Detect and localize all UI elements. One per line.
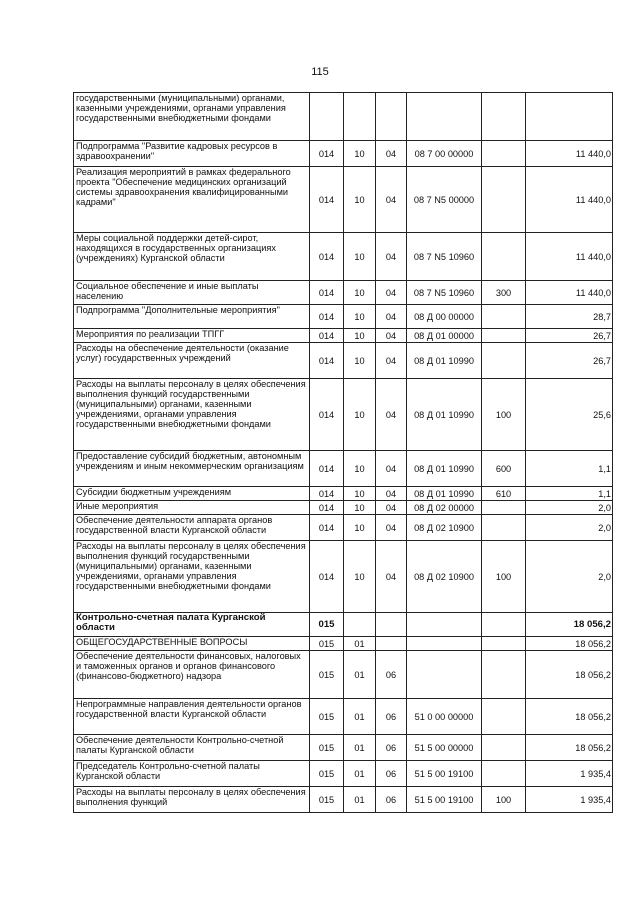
target-article-cell <box>407 613 482 637</box>
table-row <box>74 343 613 379</box>
expense-type-cell: 600 <box>482 451 526 487</box>
subsection-code-cell: 04 <box>376 343 407 379</box>
target-article-cell: 08 7 00 00000 <box>407 141 482 167</box>
subsection-code-cell: 04 <box>376 515 407 541</box>
section-code-cell: 10 <box>344 343 376 379</box>
row-name-cell: Обеспечение деятельности Контрольно-счетной палаты Курганской области <box>74 735 310 761</box>
subsection-code-cell: 04 <box>376 451 407 487</box>
subsection-code-cell: 04 <box>376 141 407 167</box>
amount-cell: 11 440,0 <box>526 141 613 167</box>
amount-cell: 11 440,0 <box>526 281 613 305</box>
expense-type-cell <box>482 515 526 541</box>
table-row <box>74 699 613 735</box>
amount-cell: 18 056,2 <box>526 613 613 637</box>
row-name-cell: государственными (муниципальными) органами, казенными учреждениями, органами управления государственными внебюджетными фондами <box>74 93 310 141</box>
expense-type-cell <box>482 699 526 735</box>
target-article-cell <box>407 637 482 651</box>
subsection-code-cell: 06 <box>376 735 407 761</box>
section-code-cell <box>344 93 376 141</box>
amount-cell: 26,7 <box>526 329 613 343</box>
table-row <box>74 613 613 637</box>
section-code-cell: 10 <box>344 487 376 501</box>
row-name-cell: ОБЩЕГОСУДАРСТВЕННЫЕ ВОПРОСЫ <box>74 637 310 651</box>
ved-code-cell: 014 <box>310 167 344 233</box>
row-name-cell: Обеспечение деятельности финансовых, налоговых и таможенных органов и органов финансового (финансово-бюджетного) надзора <box>74 651 310 699</box>
row-name-cell: Мероприятия по реализации ТПГГ <box>74 329 310 343</box>
amount-cell: 1,1 <box>526 487 613 501</box>
row-name-cell: Расходы на выплаты персоналу в целях обеспечения выполнения функций <box>74 787 310 813</box>
amount-cell: 25,6 <box>526 379 613 451</box>
amount-cell: 2,0 <box>526 515 613 541</box>
ved-code-cell: 014 <box>310 329 344 343</box>
section-code-cell: 10 <box>344 305 376 329</box>
table-row <box>74 451 613 487</box>
table-row <box>74 141 613 167</box>
row-name-cell: Расходы на выплаты персоналу в целях обеспечения выполнения функций государственными (муниципальными) органами, казенными учреждениями, органами управления государственными внебюджетными фондами <box>74 541 310 613</box>
table-row <box>74 281 613 305</box>
ved-code-cell: 014 <box>310 487 344 501</box>
section-code-cell: 01 <box>344 735 376 761</box>
section-code-cell: 10 <box>344 141 376 167</box>
ved-code-cell: 014 <box>310 305 344 329</box>
table-row <box>74 637 613 651</box>
section-code-cell: 01 <box>344 787 376 813</box>
expense-type-cell <box>482 305 526 329</box>
ved-code-cell: 014 <box>310 515 344 541</box>
target-article-cell: 51 5 00 19100 <box>407 787 482 813</box>
subsection-code-cell: 04 <box>376 487 407 501</box>
subsection-code-cell: 06 <box>376 787 407 813</box>
expense-type-cell <box>482 501 526 515</box>
ved-code-cell: 015 <box>310 699 344 735</box>
section-code-cell: 10 <box>344 329 376 343</box>
table-row <box>74 379 613 451</box>
amount-cell: 1,1 <box>526 451 613 487</box>
expense-type-cell <box>482 141 526 167</box>
table-row <box>74 233 613 281</box>
target-article-cell: 51 0 00 00000 <box>407 699 482 735</box>
section-code-cell: 10 <box>344 379 376 451</box>
target-article-cell: 08 7 N5 10960 <box>407 233 482 281</box>
row-name-cell: Предоставление субсидий бюджетным, автономным учреждениям и иным некоммерческим организациям <box>74 451 310 487</box>
section-code-cell: 10 <box>344 501 376 515</box>
subsection-code-cell: 04 <box>376 541 407 613</box>
subsection-code-cell: 04 <box>376 167 407 233</box>
table-row <box>74 167 613 233</box>
page-number: 115 <box>311 66 329 78</box>
subsection-code-cell: 04 <box>376 379 407 451</box>
ved-code-cell: 015 <box>310 735 344 761</box>
section-code-cell: 10 <box>344 281 376 305</box>
target-article-cell: 08 7 N5 00000 <box>407 167 482 233</box>
amount-cell: 2,0 <box>526 541 613 613</box>
table-row <box>74 735 613 761</box>
target-article-cell <box>407 93 482 141</box>
expense-type-cell <box>482 637 526 651</box>
amount-cell <box>526 93 613 141</box>
table-row <box>74 761 613 787</box>
ved-code-cell: 014 <box>310 451 344 487</box>
section-code-cell: 01 <box>344 699 376 735</box>
subsection-code-cell: 06 <box>376 651 407 699</box>
amount-cell: 18 056,2 <box>526 735 613 761</box>
expense-type-cell <box>482 735 526 761</box>
row-name-cell: Подпрограмма "Дополнительные мероприятия" <box>74 305 310 329</box>
expense-type-cell: 300 <box>482 281 526 305</box>
section-code-cell: 01 <box>344 761 376 787</box>
ved-code-cell: 015 <box>310 637 344 651</box>
ved-code-cell: 015 <box>310 787 344 813</box>
amount-cell: 1 935,4 <box>526 761 613 787</box>
expense-type-cell <box>482 651 526 699</box>
row-name-cell: Председатель Контрольно-счетной палаты Курганской области <box>74 761 310 787</box>
row-name-cell: Непрограммные направления деятельности органов государственной власти Курганской области <box>74 699 310 735</box>
section-code-cell: 10 <box>344 541 376 613</box>
ved-code-cell: 014 <box>310 141 344 167</box>
expense-type-cell: 100 <box>482 787 526 813</box>
row-name-cell: Реализация мероприятий в рамках федерального проекта "Обеспечение медицинских организаций системы здравоохранения квалифицированными кадрами" <box>74 167 310 233</box>
ved-code-cell: 015 <box>310 761 344 787</box>
row-name-cell: Меры социальной поддержки детей-сирот, находящихся в государственных организациях (учреждениях) Курганской области <box>74 233 310 281</box>
subsection-code-cell <box>376 613 407 637</box>
subsection-code-cell: 04 <box>376 281 407 305</box>
expense-type-cell <box>482 233 526 281</box>
ved-code-cell: 015 <box>310 613 344 637</box>
table-row <box>74 651 613 699</box>
expense-type-cell <box>482 329 526 343</box>
amount-cell: 26,7 <box>526 343 613 379</box>
table-row <box>74 305 613 329</box>
amount-cell: 18 056,2 <box>526 699 613 735</box>
ved-code-cell: 014 <box>310 233 344 281</box>
section-code-cell: 01 <box>344 651 376 699</box>
target-article-cell: 08 Д 01 10990 <box>407 451 482 487</box>
expense-type-cell: 100 <box>482 541 526 613</box>
table-row <box>74 329 613 343</box>
row-name-cell: Расходы на обеспечение деятельности (оказание услуг) государственных учреждений <box>74 343 310 379</box>
row-name-cell: Обеспечение деятельности аппарата органов государственной власти Курганской области <box>74 515 310 541</box>
subsection-code-cell: 04 <box>376 501 407 515</box>
ved-code-cell: 014 <box>310 281 344 305</box>
amount-cell: 11 440,0 <box>526 233 613 281</box>
budget-table <box>73 92 613 813</box>
row-name-cell: Контрольно-счетная палата Курганской области <box>74 613 310 637</box>
subsection-code-cell: 04 <box>376 233 407 281</box>
expense-type-cell: 100 <box>482 379 526 451</box>
ved-code-cell: 014 <box>310 501 344 515</box>
amount-cell: 1 935,4 <box>526 787 613 813</box>
ved-code-cell: 014 <box>310 541 344 613</box>
amount-cell: 11 440,0 <box>526 167 613 233</box>
subsection-code-cell <box>376 637 407 651</box>
ved-code-cell <box>310 93 344 141</box>
ved-code-cell: 014 <box>310 379 344 451</box>
section-code-cell: 10 <box>344 451 376 487</box>
ved-code-cell: 015 <box>310 651 344 699</box>
section-code-cell: 10 <box>344 167 376 233</box>
target-article-cell: 08 Д 02 00000 <box>407 501 482 515</box>
subsection-code-cell: 04 <box>376 329 407 343</box>
subsection-code-cell: 04 <box>376 305 407 329</box>
section-code-cell: 01 <box>344 637 376 651</box>
target-article-cell: 08 7 N5 10960 <box>407 281 482 305</box>
expense-type-cell <box>482 343 526 379</box>
table-row <box>74 501 613 515</box>
row-name-cell: Иные мероприятия <box>74 501 310 515</box>
amount-cell: 18 056,2 <box>526 651 613 699</box>
target-article-cell: 08 Д 01 00000 <box>407 329 482 343</box>
target-article-cell: 08 Д 02 10900 <box>407 515 482 541</box>
expense-type-cell <box>482 761 526 787</box>
table-row <box>74 787 613 813</box>
target-article-cell: 08 Д 01 10990 <box>407 379 482 451</box>
amount-cell: 28,7 <box>526 305 613 329</box>
section-code-cell <box>344 613 376 637</box>
section-code-cell: 10 <box>344 515 376 541</box>
table-row <box>74 515 613 541</box>
subsection-code-cell: 06 <box>376 699 407 735</box>
expense-type-cell <box>482 167 526 233</box>
table-row <box>74 541 613 613</box>
section-code-cell: 10 <box>344 233 376 281</box>
subsection-code-cell <box>376 93 407 141</box>
target-article-cell: 08 Д 02 10900 <box>407 541 482 613</box>
row-name-cell: Субсидии бюджетным учреждениям <box>74 487 310 501</box>
target-article-cell <box>407 651 482 699</box>
expense-type-cell <box>482 613 526 637</box>
table-row <box>74 487 613 501</box>
subsection-code-cell: 06 <box>376 761 407 787</box>
expense-type-cell <box>482 93 526 141</box>
row-name-cell: Расходы на выплаты персоналу в целях обеспечения выполнения функций государственными (муниципальными) органами, казенными учреждениями, органами управления государственными внебюджетными фондами <box>74 379 310 451</box>
amount-cell: 18 056,2 <box>526 637 613 651</box>
target-article-cell: 08 Д 01 10990 <box>407 343 482 379</box>
table-row <box>74 93 613 141</box>
ved-code-cell: 014 <box>310 343 344 379</box>
target-article-cell: 51 5 00 00000 <box>407 735 482 761</box>
target-article-cell: 51 5 00 19100 <box>407 761 482 787</box>
target-article-cell: 08 Д 00 00000 <box>407 305 482 329</box>
amount-cell: 2,0 <box>526 501 613 515</box>
expense-type-cell: 610 <box>482 487 526 501</box>
row-name-cell: Подпрограмма "Развитие кадровых ресурсов в здравоохранении" <box>74 141 310 167</box>
row-name-cell: Социальное обеспечение и иные выплаты населению <box>74 281 310 305</box>
target-article-cell: 08 Д 01 10990 <box>407 487 482 501</box>
